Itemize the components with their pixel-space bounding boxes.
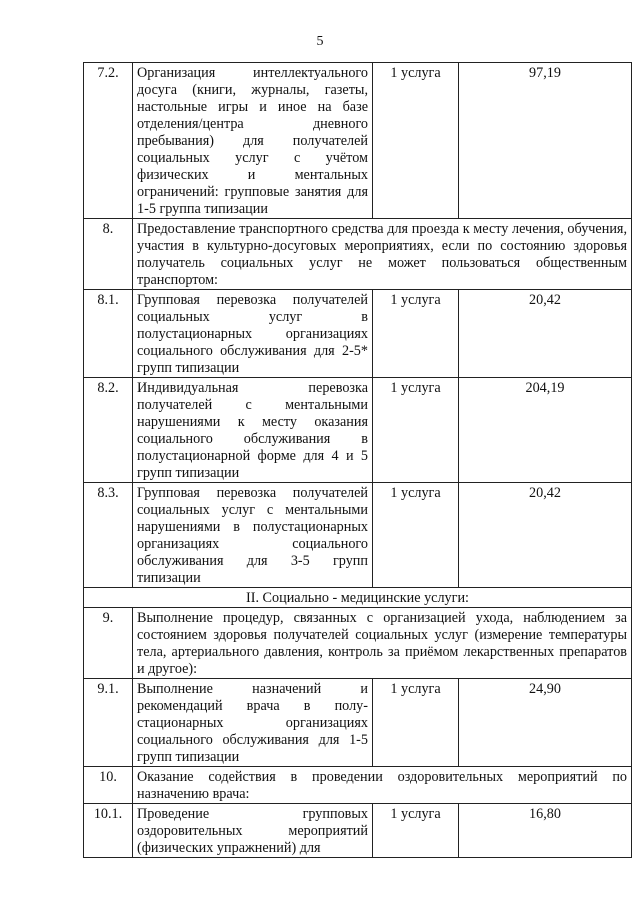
table-row-10-1 bbox=[84, 804, 632, 858]
row-number: 8. bbox=[84, 219, 133, 290]
service-name: Групповая перевозка получателей социальных услуг в полустационарных организациях социального обслуживания для 2-5* групп типизации bbox=[133, 290, 373, 378]
row-number: 9.1. bbox=[84, 679, 133, 767]
service-unit: 1 услуга bbox=[373, 483, 459, 588]
service-unit: 1 услуга bbox=[373, 804, 459, 858]
service-price: 20,42 bbox=[459, 290, 632, 378]
group-description: Предоставление транспортного средства для проезда к месту лечения, обучения, участия в культурно-досуговых мероприятиях, если по состоянию здоровья получатель социальных услуг не может пользоваться общественным транспортом: bbox=[133, 219, 632, 290]
service-name: Организация интеллектуального досуга (книги, журналы, газеты, настольные игры и иное на базе отделения/центра дневного пребывания) для получателей социальных услуг с учётом физических и ментальных ограничений: групповые занятия для 1-5 группа типизации bbox=[133, 63, 373, 219]
row-number: 10. bbox=[84, 767, 133, 804]
table-row-9-1 bbox=[84, 679, 632, 767]
table-row-10 bbox=[84, 767, 632, 804]
section-row bbox=[84, 588, 632, 608]
service-name: Индивидуальная перевозка получателей с ментальными нарушениями к месту оказания социального обслуживания в полустационарной форме для 4 и 5 групп типизации bbox=[133, 378, 373, 483]
row-number: 9. bbox=[84, 608, 133, 679]
table-row-7-2 bbox=[84, 63, 632, 219]
section-title: II. Социально - медицинские услуги: bbox=[84, 588, 632, 608]
row-number: 8.2. bbox=[84, 378, 133, 483]
service-name: Проведение групповых оздоровительных мероприятий (физических упражнений) для bbox=[133, 804, 373, 858]
table-row-8-2 bbox=[84, 378, 632, 483]
group-description: Выполнение процедур, связанных с организацией ухода, наблюдением за состоянием здоровья получателей социальных услуг (измерение температуры тела, артериального давления, контроль за приёмом лекарственных препаратов и другое): bbox=[133, 608, 632, 679]
service-unit: 1 услуга bbox=[373, 378, 459, 483]
service-unit: 1 услуга bbox=[373, 290, 459, 378]
group-description: Оказание содействия в проведении оздоровительных мероприятий по назначению врача: bbox=[133, 767, 632, 804]
service-price: 204,19 bbox=[459, 378, 632, 483]
table-row-8-3 bbox=[84, 483, 632, 588]
tariff-table bbox=[83, 62, 632, 858]
row-number: 7.2. bbox=[84, 63, 133, 219]
service-price: 20,42 bbox=[459, 483, 632, 588]
table-row-8 bbox=[84, 219, 632, 290]
service-price: 16,80 bbox=[459, 804, 632, 858]
service-unit: 1 услуга bbox=[373, 679, 459, 767]
service-name: Групповая перевозка получателей социальных услуг с ментальными нарушениями в полустационарных организациях социального обслуживания для 3-5 групп типизации bbox=[133, 483, 373, 588]
service-price: 24,90 bbox=[459, 679, 632, 767]
service-name: Выполнение назначений и рекомендаций врача в полу-стационарных организациях социального обслуживания для 1-5 групп типизации bbox=[133, 679, 373, 767]
service-unit: 1 услуга bbox=[373, 63, 459, 219]
page-number: 5 bbox=[316, 34, 324, 49]
table-row-9 bbox=[84, 608, 632, 679]
row-number: 8.3. bbox=[84, 483, 133, 588]
service-price: 97,19 bbox=[459, 63, 632, 219]
table-row-8-1 bbox=[84, 290, 632, 378]
row-number: 8.1. bbox=[84, 290, 133, 378]
row-number: 10.1. bbox=[84, 804, 133, 858]
